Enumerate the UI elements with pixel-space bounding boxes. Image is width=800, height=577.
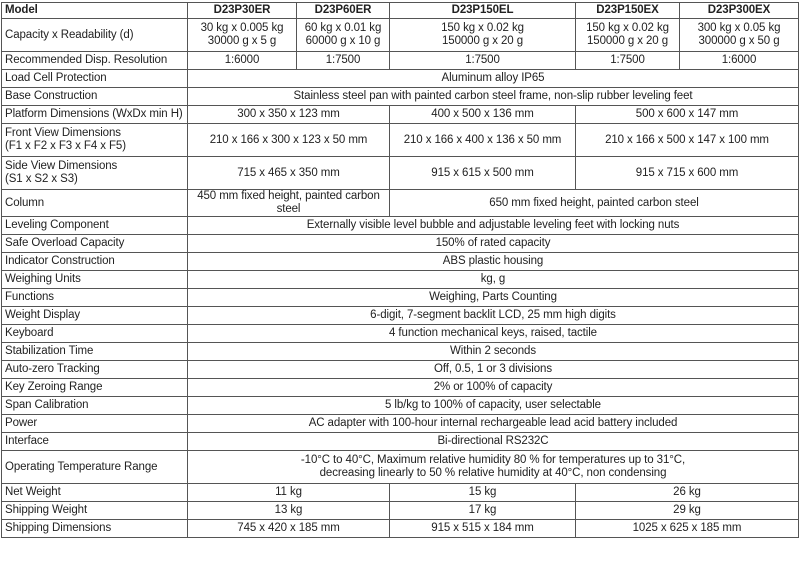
row-front-view — [2, 124, 799, 157]
row-indicator — [2, 253, 799, 271]
row-label: Keyboard — [2, 325, 188, 343]
header-d23p150ex: D23P150EX — [576, 3, 680, 19]
cell-value: 150 kg x 0.02 kg 150000 g x 20 g — [576, 19, 680, 52]
cell-value: 500 x 600 x 147 mm — [576, 106, 799, 124]
cell-value: 1:6000 — [680, 52, 799, 70]
cell-value: 30 kg x 0.005 kg 30000 g x 5 g — [188, 19, 297, 52]
cell-value: 1:7500 — [390, 52, 576, 70]
cell-value: 1:6000 — [188, 52, 297, 70]
cell-value: 15 kg — [390, 484, 576, 502]
row-label: Functions — [2, 289, 188, 307]
cell-value: Externally visible level bubble and adjustable leveling feet with locking nuts — [188, 217, 799, 235]
cell-value: 650 mm fixed height, painted carbon steel — [390, 190, 799, 217]
header-d23p150el: D23P150EL — [390, 3, 576, 19]
cell-value: 4 function mechanical keys, raised, tactile — [188, 325, 799, 343]
row-shipping-dimensions — [2, 520, 799, 538]
cell-value: AC adapter with 100-hour internal rechargeable lead acid battery included — [188, 415, 799, 433]
cell-value: 1025 x 625 x 185 mm — [576, 520, 799, 538]
row-platform — [2, 106, 799, 124]
header-d23p30er: D23P30ER — [188, 3, 297, 19]
row-functions — [2, 289, 799, 307]
row-label: Auto-zero Tracking — [2, 361, 188, 379]
cell-value: Aluminum alloy IP65 — [188, 70, 799, 88]
row-label: Safe Overload Capacity — [2, 235, 188, 253]
row-label: Leveling Component — [2, 217, 188, 235]
row-side-view — [2, 157, 799, 190]
cell-value: 915 x 515 x 184 mm — [390, 520, 576, 538]
header-d23p60er: D23P60ER — [297, 3, 390, 19]
cell-value: 915 x 715 x 600 mm — [576, 157, 799, 190]
cell-value: 150% of rated capacity — [188, 235, 799, 253]
row-temperature — [2, 451, 799, 484]
row-label: Power — [2, 415, 188, 433]
row-autozero — [2, 361, 799, 379]
row-load-cell — [2, 70, 799, 88]
cell-value: 300 kg x 0.05 kg 300000 g x 50 g — [680, 19, 799, 52]
row-units — [2, 271, 799, 289]
row-keyboard — [2, 325, 799, 343]
cell-value: Weighing, Parts Counting — [188, 289, 799, 307]
header-row — [2, 3, 799, 19]
cell-value: Bi-directional RS232C — [188, 433, 799, 451]
row-label: Platform Dimensions (WxDx min H) — [2, 106, 188, 124]
row-column — [2, 190, 799, 217]
row-label: Stabilization Time — [2, 343, 188, 361]
row-capacity — [2, 19, 799, 52]
row-label: Capacity x Readability (d) — [2, 19, 188, 52]
row-label: Weighing Units — [2, 271, 188, 289]
cell-value: 1:7500 — [576, 52, 680, 70]
cell-value: 2% or 100% of capacity — [188, 379, 799, 397]
row-zeroing — [2, 379, 799, 397]
cell-value: 400 x 500 x 136 mm — [390, 106, 576, 124]
row-label: Operating Temperature Range — [2, 451, 188, 484]
cell-value: 17 kg — [390, 502, 576, 520]
cell-value: Within 2 seconds — [188, 343, 799, 361]
cell-value: 150 kg x 0.02 kg 150000 g x 20 g — [390, 19, 576, 52]
row-label: Base Construction — [2, 88, 188, 106]
cell-value: Off, 0.5, 1 or 3 divisions — [188, 361, 799, 379]
row-label: Key Zeroing Range — [2, 379, 188, 397]
cell-value: Stainless steel pan with painted carbon steel frame, non-slip rubber leveling feet — [188, 88, 799, 106]
row-label: Shipping Dimensions — [2, 520, 188, 538]
row-stabilization — [2, 343, 799, 361]
spec-table — [1, 2, 799, 538]
cell-value: 13 kg — [188, 502, 390, 520]
row-label: Recommended Disp. Resolution — [2, 52, 188, 70]
cell-value: 29 kg — [576, 502, 799, 520]
row-label: Column — [2, 190, 188, 217]
row-leveling — [2, 217, 799, 235]
row-span — [2, 397, 799, 415]
row-display — [2, 307, 799, 325]
cell-value: ABS plastic housing — [188, 253, 799, 271]
cell-value: 715 x 465 x 350 mm — [188, 157, 390, 190]
row-label: Shipping Weight — [2, 502, 188, 520]
cell-value: 745 x 420 x 185 mm — [188, 520, 390, 538]
header-d23p300ex: D23P300EX — [680, 3, 799, 19]
row-label: Span Calibration — [2, 397, 188, 415]
row-net-weight — [2, 484, 799, 502]
row-interface — [2, 433, 799, 451]
row-label: Weight Display — [2, 307, 188, 325]
row-label: Interface — [2, 433, 188, 451]
cell-value: 210 x 166 x 500 x 147 x 100 mm — [576, 124, 799, 157]
row-label: Indicator Construction — [2, 253, 188, 271]
cell-value: 210 x 166 x 400 x 136 x 50 mm — [390, 124, 576, 157]
row-label: Load Cell Protection — [2, 70, 188, 88]
cell-value: 1:7500 — [297, 52, 390, 70]
cell-value: 210 x 166 x 300 x 123 x 50 mm — [188, 124, 390, 157]
cell-value: 11 kg — [188, 484, 390, 502]
cell-value: 60 kg x 0.01 kg 60000 g x 10 g — [297, 19, 390, 52]
row-resolution — [2, 52, 799, 70]
cell-value: 915 x 615 x 500 mm — [390, 157, 576, 190]
row-base — [2, 88, 799, 106]
row-label: Front View Dimensions (F1 x F2 x F3 x F4 x F5) — [2, 124, 188, 157]
cell-value: 26 kg — [576, 484, 799, 502]
row-label: Side View Dimensions (S1 x S2 x S3) — [2, 157, 188, 190]
cell-value: 6-digit, 7-segment backlit LCD, 25 mm high digits — [188, 307, 799, 325]
row-power — [2, 415, 799, 433]
row-shipping-weight — [2, 502, 799, 520]
row-overload — [2, 235, 799, 253]
cell-value: -10°C to 40°C, Maximum relative humidity 80 % for temperatures up to 31°C, decreasing linearly to 50 % relative humidity at 40°C, non condensing — [188, 451, 799, 484]
cell-value: 300 x 350 x 123 mm — [188, 106, 390, 124]
header-model: Model — [2, 3, 188, 19]
cell-value: kg, g — [188, 271, 799, 289]
cell-value: 450 mm fixed height, painted carbon steel — [188, 190, 390, 217]
row-label: Net Weight — [2, 484, 188, 502]
cell-value: 5 lb/kg to 100% of capacity, user selectable — [188, 397, 799, 415]
